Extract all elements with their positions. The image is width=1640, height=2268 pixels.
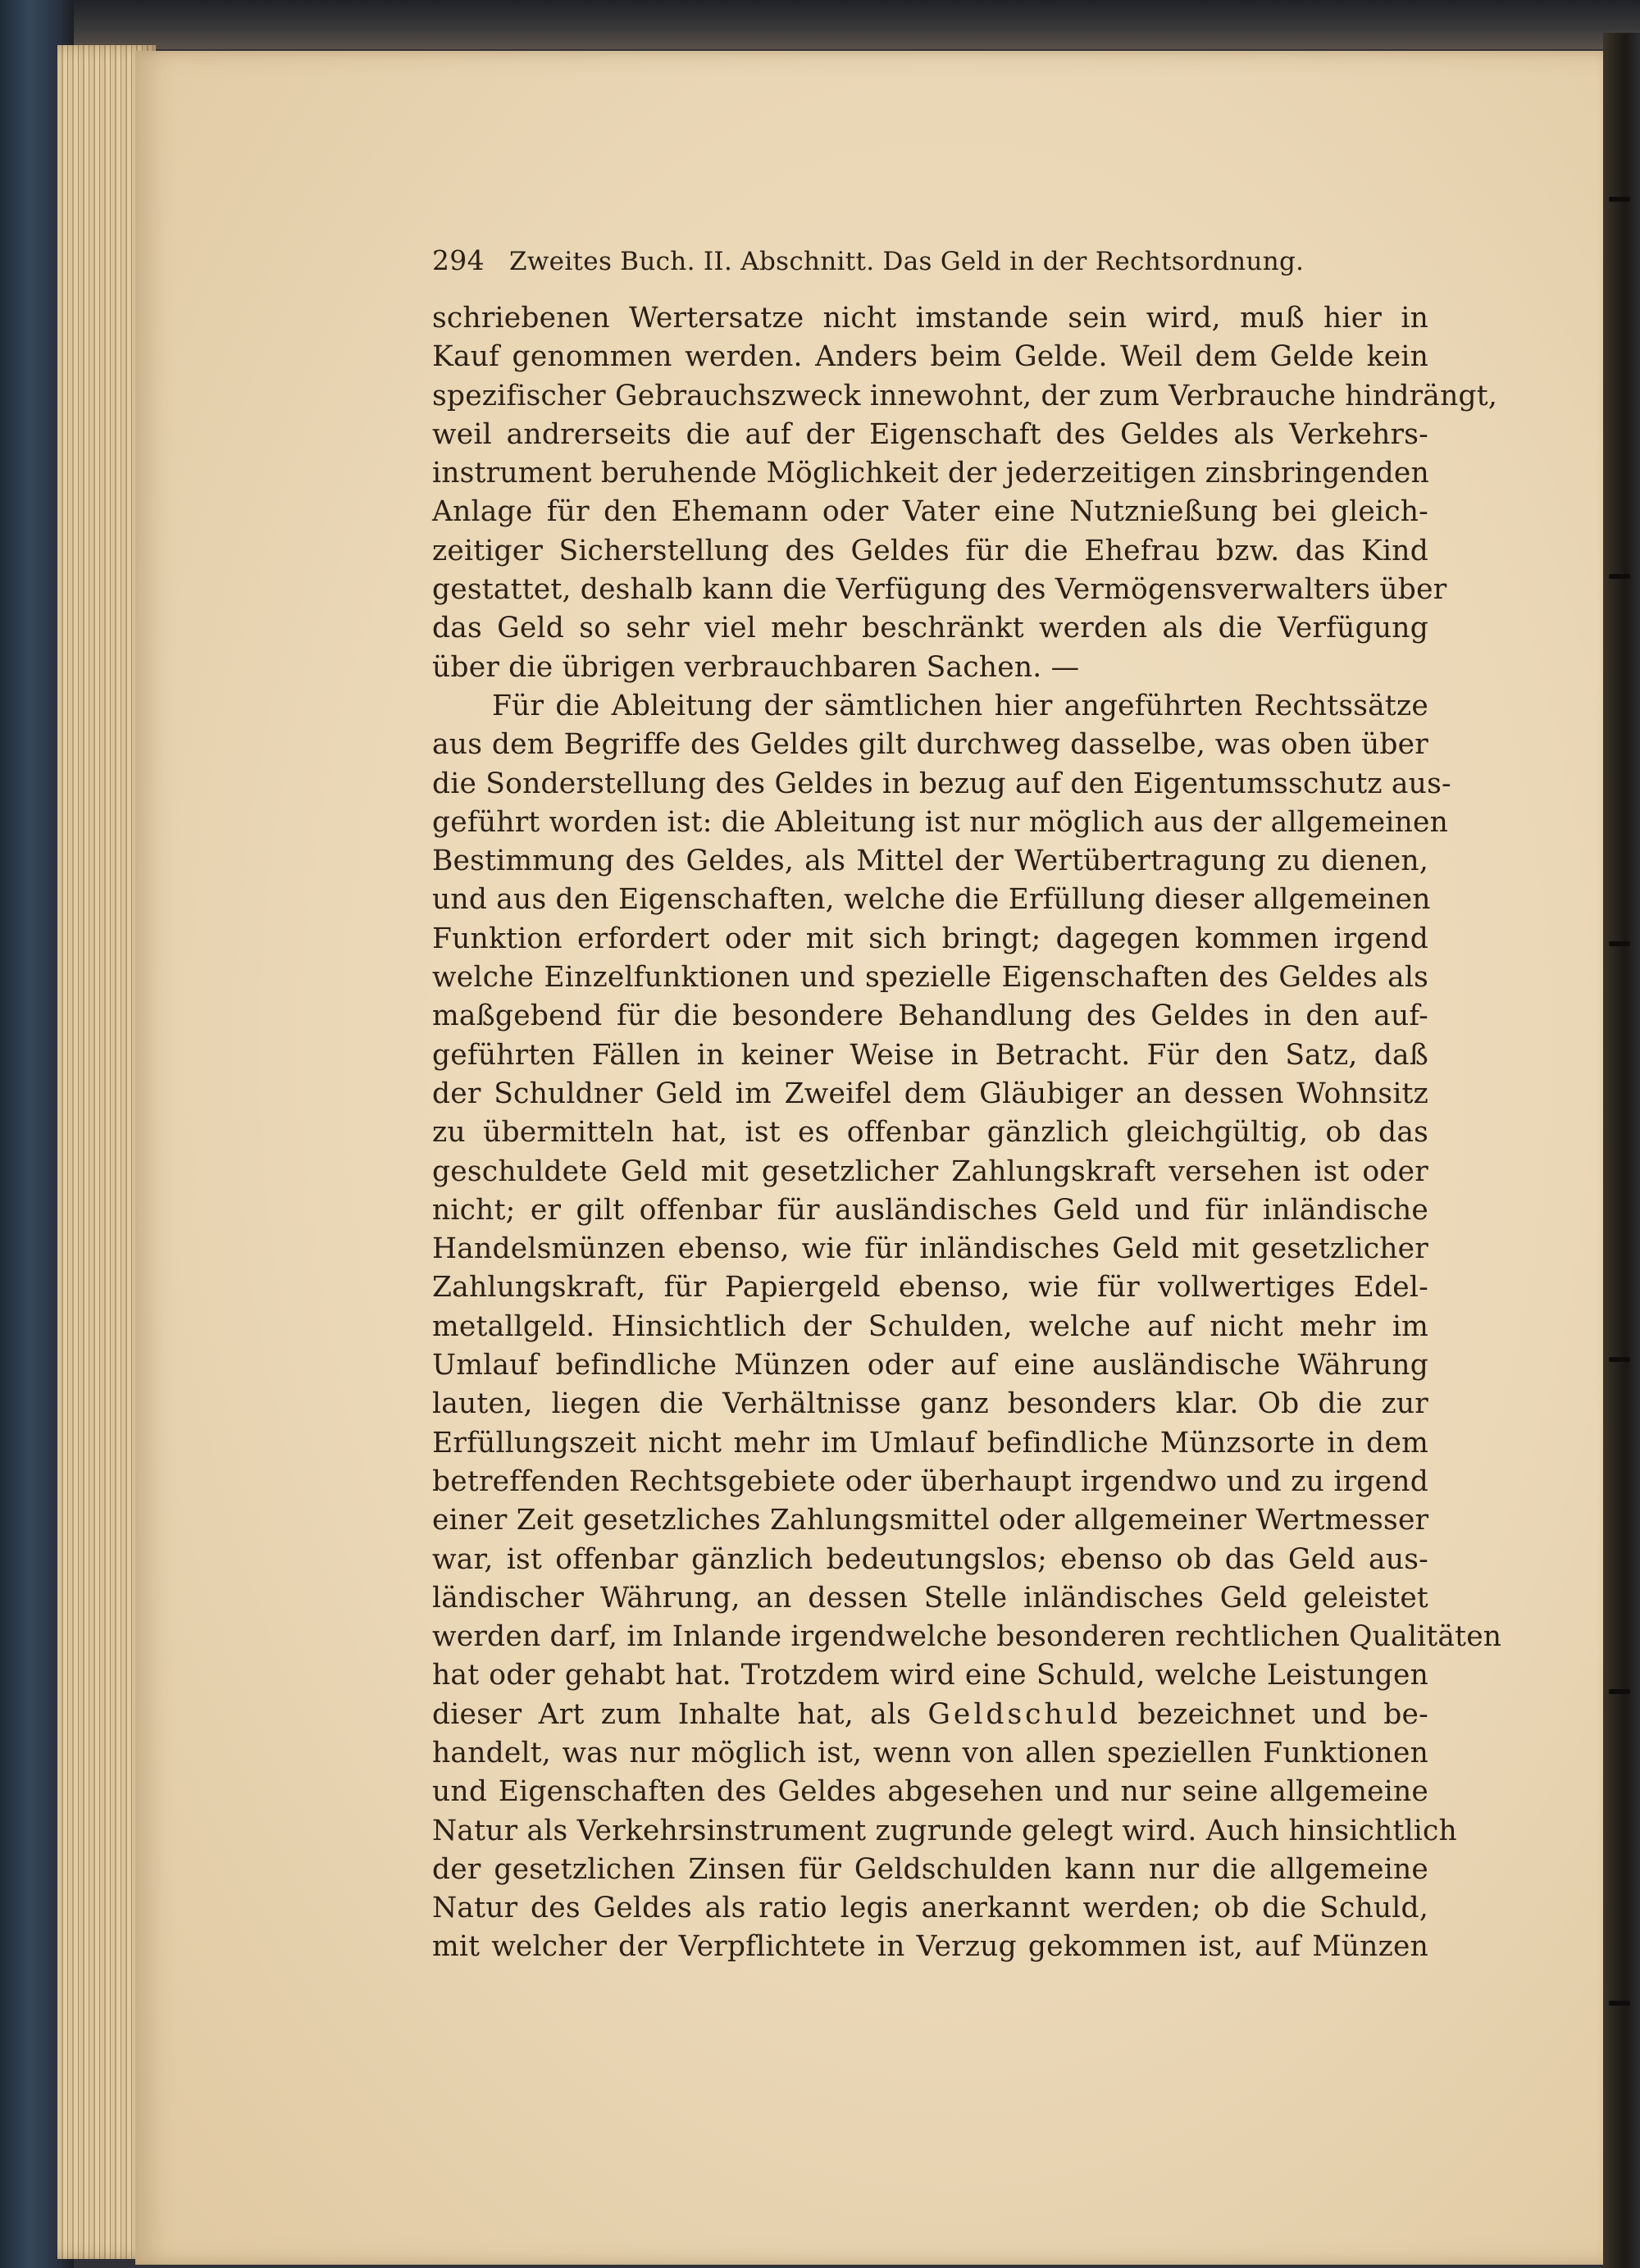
text-line: Bestimmung des Geldes, als Mittel der Wertübertragung zu dienen, (432, 845, 1428, 878)
binding-stitch (1609, 1357, 1630, 1362)
body-text (432, 299, 1502, 1967)
text-line: mit welcher der Verpflichtete in Verzug gekommen ist, auf Münzen (432, 1930, 1428, 1964)
text-line: Natur als Verkehrsinstrument zugrunde gelegt wird. Auch hinsichtlich (432, 1814, 1457, 1847)
text-line: Umlauf befindliche Münzen oder auf eine ausländische Währung (432, 1349, 1428, 1382)
page-number: 294 (432, 244, 485, 276)
text-line: Natur des Geldes als ratio legis anerkannt werden; ob die Schuld, (432, 1892, 1428, 1925)
text-line: der Schuldner Geld im Zweifel dem Gläubiger an dessen Wohnsitz (432, 1077, 1428, 1110)
text-line: hat oder gehabt hat. Trotzdem wird eine Schuld, welche Leistungen (432, 1659, 1428, 1692)
text-line: Anlage für den Ehemann oder Vater eine Nutznießung bei gleich- (432, 495, 1428, 529)
text-line: zu übermitteln hat, ist es offenbar gänzlich gleichgültig, ob das (432, 1116, 1428, 1150)
text-line: betreffenden Rechtsgebiete oder überhaupt irgendwo und zu irgend (432, 1464, 1428, 1498)
text-line: Kauf genommen werden. Anders beim Gelde. Weil dem Gelde kein (432, 340, 1428, 374)
text-line: welche Einzelfunktionen und spezielle Eigenschaften des Geldes als (432, 961, 1428, 995)
text-line: nicht; er gilt offenbar für ausländisches Geld und für inländische (432, 1193, 1428, 1227)
paragraph-first-line: Für die Ableitung der sämtlichen hier angeführten Rechtssätze (492, 689, 1428, 722)
text-line: Funktion erfordert oder mit sich bringt; dagegen kommen irgend (432, 922, 1428, 955)
binding-stitch (1609, 197, 1630, 202)
text-segment: dieser Art zum Inhalte hat, als (432, 1697, 928, 1731)
binding-stitch (1609, 574, 1630, 579)
text-line: Zahlungskraft, für Papiergeld ebenso, wie für vollwertiges Edel- (432, 1271, 1428, 1305)
binding-stitch (1609, 2001, 1630, 2006)
text-line: instrument beruhende Möglichkeit der jederzeitigen zinsbringenden (432, 457, 1429, 490)
text-line: metallgeld. Hinsichtlich der Schulden, welche auf nicht mehr im (432, 1309, 1428, 1343)
text-line: Erfüllungszeit nicht mehr im Umlauf befindliche Münzsorte in dem (432, 1426, 1428, 1460)
text-line: geschuldete Geld mit gesetzlicher Zahlungskraft versehen ist oder (432, 1154, 1428, 1188)
text-line: über die übrigen verbrauchbaren Sachen. — (432, 650, 1080, 684)
text-line: lauten, liegen die Verhältnisse ganz besonders klar. Ob die zur (432, 1387, 1428, 1421)
binding-stitch (1609, 1689, 1630, 1694)
book-gutter (1603, 33, 1640, 2268)
text-line: Handelsmünzen ebenso, wie für inländisches Geld mit gesetzlicher (432, 1232, 1428, 1266)
text-line: war, ist offenbar gänzlich bedeutungslos; ebenso ob das Geld aus- (432, 1542, 1428, 1576)
text-line: der gesetzlichen Zinsen für Geldschulden kann nur die allgemeine (432, 1852, 1428, 1886)
text-line: und Eigenschaften des Geldes abgesehen und nur seine allgemeine (432, 1775, 1428, 1809)
spaced-emphasis: Geldschuld (927, 1697, 1122, 1731)
text-line: weil andrerseits die auf der Eigenschaft des Geldes als Verkehrs- (432, 417, 1428, 451)
cover-top-edge (0, 0, 1640, 49)
text-segment: bezeichnet und be- (1121, 1697, 1428, 1731)
text-line: geführt worden ist: die Ableitung ist nur möglich aus der allgemeinen (432, 805, 1449, 839)
text-line: das Geld so sehr viel mehr beschränkt werden als die Verfügung (432, 612, 1428, 645)
text-line: aus dem Begriffe des Geldes gilt durchweg dasselbe, was oben über (432, 728, 1428, 762)
text-line: die Sonderstellung des Geldes in bezug auf den Eigentumsschutz aus- (432, 767, 1451, 800)
text-line: gestattet, deshalb kann die Verfügung des Vermögensverwalters über (432, 573, 1447, 607)
text-line: geführten Fällen in keiner Weise in Betracht. Für den Satz, daß (432, 1038, 1428, 1072)
running-header (432, 244, 1334, 276)
running-title: Zweites Buch. II. Abschnitt. Das Geld in der Rechtsordnung. (509, 247, 1305, 276)
text-line: zeitiger Sicherstellung des Geldes für die Ehefrau bzw. das Kind (432, 534, 1428, 567)
text-line: einer Zeit gesetzliches Zahlungsmittel oder allgemeiner Wertmesser (432, 1504, 1429, 1537)
text-line: spezifischer Gebrauchszweck innewohnt, der zum Verbrauche hindrängt, (432, 379, 1498, 412)
text-line: schriebenen Wertersatze nicht imstande sein wird, muß hier in (432, 302, 1428, 335)
text-line-with-emphasis (432, 1696, 1428, 1734)
binding-stitch (1609, 941, 1630, 946)
text-line: handelt, was nur möglich ist, wenn von allen speziellen Funktionen (432, 1736, 1428, 1769)
text-line: werden darf, im Inlande irgendwelche besonderen rechtlichen Qualitäten (432, 1620, 1502, 1654)
text-line: und aus den Eigenschaften, welche die Erfüllung dieser allgemeinen (432, 883, 1431, 917)
text-line: ländischer Währung, an dessen Stelle inländisches Geld geleistet (432, 1581, 1428, 1614)
text-line: maßgebend für die besondere Behandlung des Geldes in den auf- (432, 1000, 1428, 1033)
